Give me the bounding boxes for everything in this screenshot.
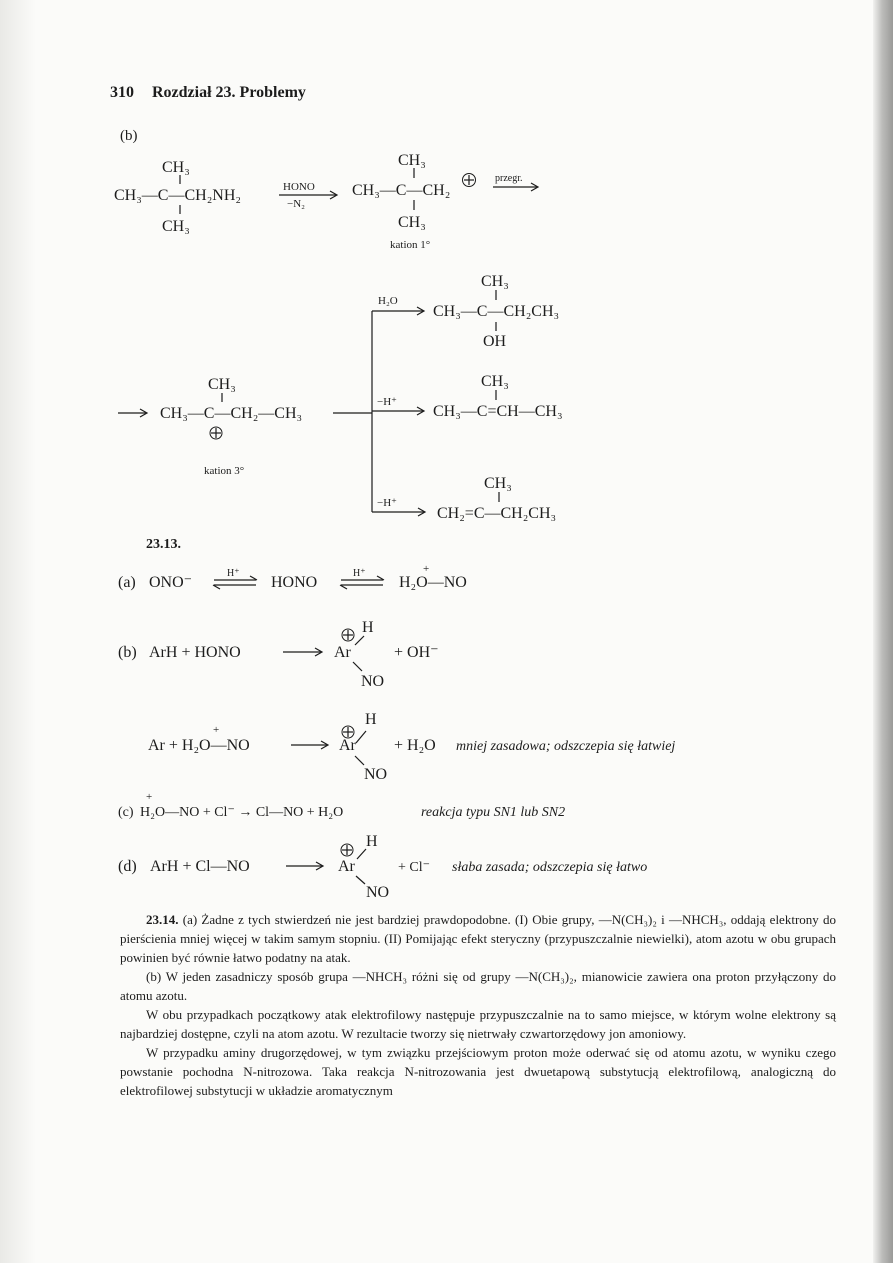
problem-23-14-text — [120, 910, 836, 1100]
cation1-methyl-bottom: CH₃ — [398, 214, 426, 231]
bond — [356, 876, 365, 884]
prod2-main-chain: CH₃—C=CH—CH₃ — [433, 403, 563, 420]
paragraph: (b) W jeden zasadniczy sposób grupa —NHCH₃ różni się od grupy —N(CH₃)₂, mianowicie zawiera ona proton przyłączony do atomu azotu. — [120, 969, 836, 1003]
oxonium-plus-mark: + — [146, 791, 153, 803]
chapter-title: Rozdział 23. Problemy — [152, 84, 306, 101]
eq-d-hydrogen: H — [366, 833, 378, 850]
eq-c-label: (c) — [118, 805, 134, 820]
eq-d-label: (d) — [118, 858, 137, 875]
rearrangement-label: przegr. — [495, 173, 523, 184]
paragraph: W obu przypadkach początkowy atak elektrofilowy następuje przypuszczalnie na to samo miejsce, w którym wolne elektrony są najbardziej dostępne, czyli na atom azotu. W rezultacie tworzy się nietrwały czwartorzędowy jon amoniowy. — [120, 1007, 836, 1041]
prod1-hydroxyl: OH — [483, 333, 507, 350]
prod1-methyl-top: CH₃ — [481, 273, 509, 290]
eq-b2-nitroso: NO — [364, 766, 388, 783]
start-methyl-bottom: CH₃ — [162, 218, 190, 235]
eq-b2-reactants: Ar + H₂O—NO — [148, 737, 250, 754]
eq-c-equation: H₂O—NO + Cl⁻ → Cl—NO + H₂O — [140, 805, 344, 820]
paragraph — [120, 910, 836, 967]
prod3-main-chain: CH₂=C—CH₂CH₃ — [437, 505, 557, 522]
page-number: 310 — [110, 84, 134, 101]
problem-23-14-number: 23.14. — [146, 912, 179, 927]
cation3-methyl-top: CH₃ — [208, 376, 236, 393]
eq-a-middle: HONO — [271, 574, 318, 591]
oxonium-plus-mark: + — [213, 724, 220, 736]
eq-d-nitroso: NO — [366, 884, 390, 900]
start-main-chain: CH₃—C—CH₂NH₂ — [114, 187, 241, 204]
paragraph: W przypadku aminy drugorzędowej, w tym związku przejściowym proton może oderwać się od atomu azotu, w wyniku czego powstanie pochodna N-nitrozowa. Taka reakcja N-nitrozowania jest dwuetapową substytucją elektrofilową, analogiczną do elektrofilowej substytucji w układzie aromatycznym — [120, 1045, 836, 1098]
reagent-minus-n2: −N₂ — [287, 198, 305, 210]
cation3-label: kation 3° — [204, 465, 245, 477]
eq-a-arrow1-label: H⁺ — [227, 568, 240, 579]
scheme-b-label: (b) — [120, 128, 138, 144]
bond — [357, 849, 366, 859]
start-methyl-top: CH₃ — [162, 159, 190, 176]
prod2-methyl-top: CH₃ — [481, 373, 509, 390]
eq-a-product: H₂O—NO — [399, 574, 467, 591]
eq-b2-aryl: Ar — [339, 737, 356, 754]
eq-b-side-product: + OH⁻ — [394, 644, 439, 661]
eq-b2-comment: mniej zasadowa; odszczepia się łatwiej — [456, 739, 676, 754]
eq-b2-side-product: + H₂O — [394, 737, 436, 754]
bond — [355, 756, 364, 765]
bond — [356, 731, 366, 743]
bond — [355, 636, 364, 645]
eq-a-arrow2-label: H⁺ — [353, 568, 366, 579]
eq-d-reactants: ArH + Cl—NO — [150, 858, 250, 875]
eq-b-reactants: ArH + HONO — [149, 644, 241, 661]
paragraph-text: (a) Żadne z tych stwierdzeń nie jest bardziej prawdopodobne. (I) Obie grupy, —N(CH₃)₂ i —NHCH₃, oddają elektrony do pierścienia mniej więcej w takim samym stopniu. (II) Pomijając efekt steryczny (przypuszczalnie niewielki), atom azotu w obu grupach powinien być równie łatwo podatny na atak. — [120, 912, 837, 965]
eq-b2-hydrogen: H — [365, 711, 377, 728]
eq-a-label: (a) — [118, 574, 136, 591]
eq-b-label: (b) — [118, 644, 137, 661]
reagent-hono: HONO — [283, 181, 315, 193]
bond — [353, 662, 362, 671]
branch2-reagent: −H⁺ — [377, 396, 397, 408]
problem-23-13-number: 23.13. — [146, 537, 181, 552]
eq-a-reactant: ONO⁻ — [149, 574, 193, 591]
cation1-label: kation 1° — [390, 239, 431, 251]
eq-d-aryl: Ar — [338, 858, 355, 875]
cation1-main-chain: CH₃—C—CH₂ — [352, 182, 451, 199]
eq-b-hydrogen: H — [362, 619, 374, 636]
prod1-main-chain: CH₃—C—CH₂CH₃ — [433, 303, 560, 320]
branch3-reagent: −H⁺ — [377, 497, 397, 509]
oxonium-plus-mark: + — [423, 563, 430, 575]
branch1-reagent: H₂O — [378, 295, 398, 307]
eq-c-comment: reakcja typu SN1 lub SN2 — [421, 805, 566, 820]
prod3-methyl-top: CH₃ — [484, 475, 512, 492]
eq-b-nitroso: NO — [361, 673, 385, 690]
eq-d-comment: słaba zasada; odszczepia się łatwo — [452, 860, 648, 875]
eq-d-side-product: + Cl⁻ — [398, 860, 431, 875]
cation1-methyl-top: CH₃ — [398, 152, 426, 169]
cation3-main-chain: CH₃—C—CH₂—CH₃ — [160, 405, 303, 422]
eq-b-aryl: Ar — [334, 644, 351, 661]
